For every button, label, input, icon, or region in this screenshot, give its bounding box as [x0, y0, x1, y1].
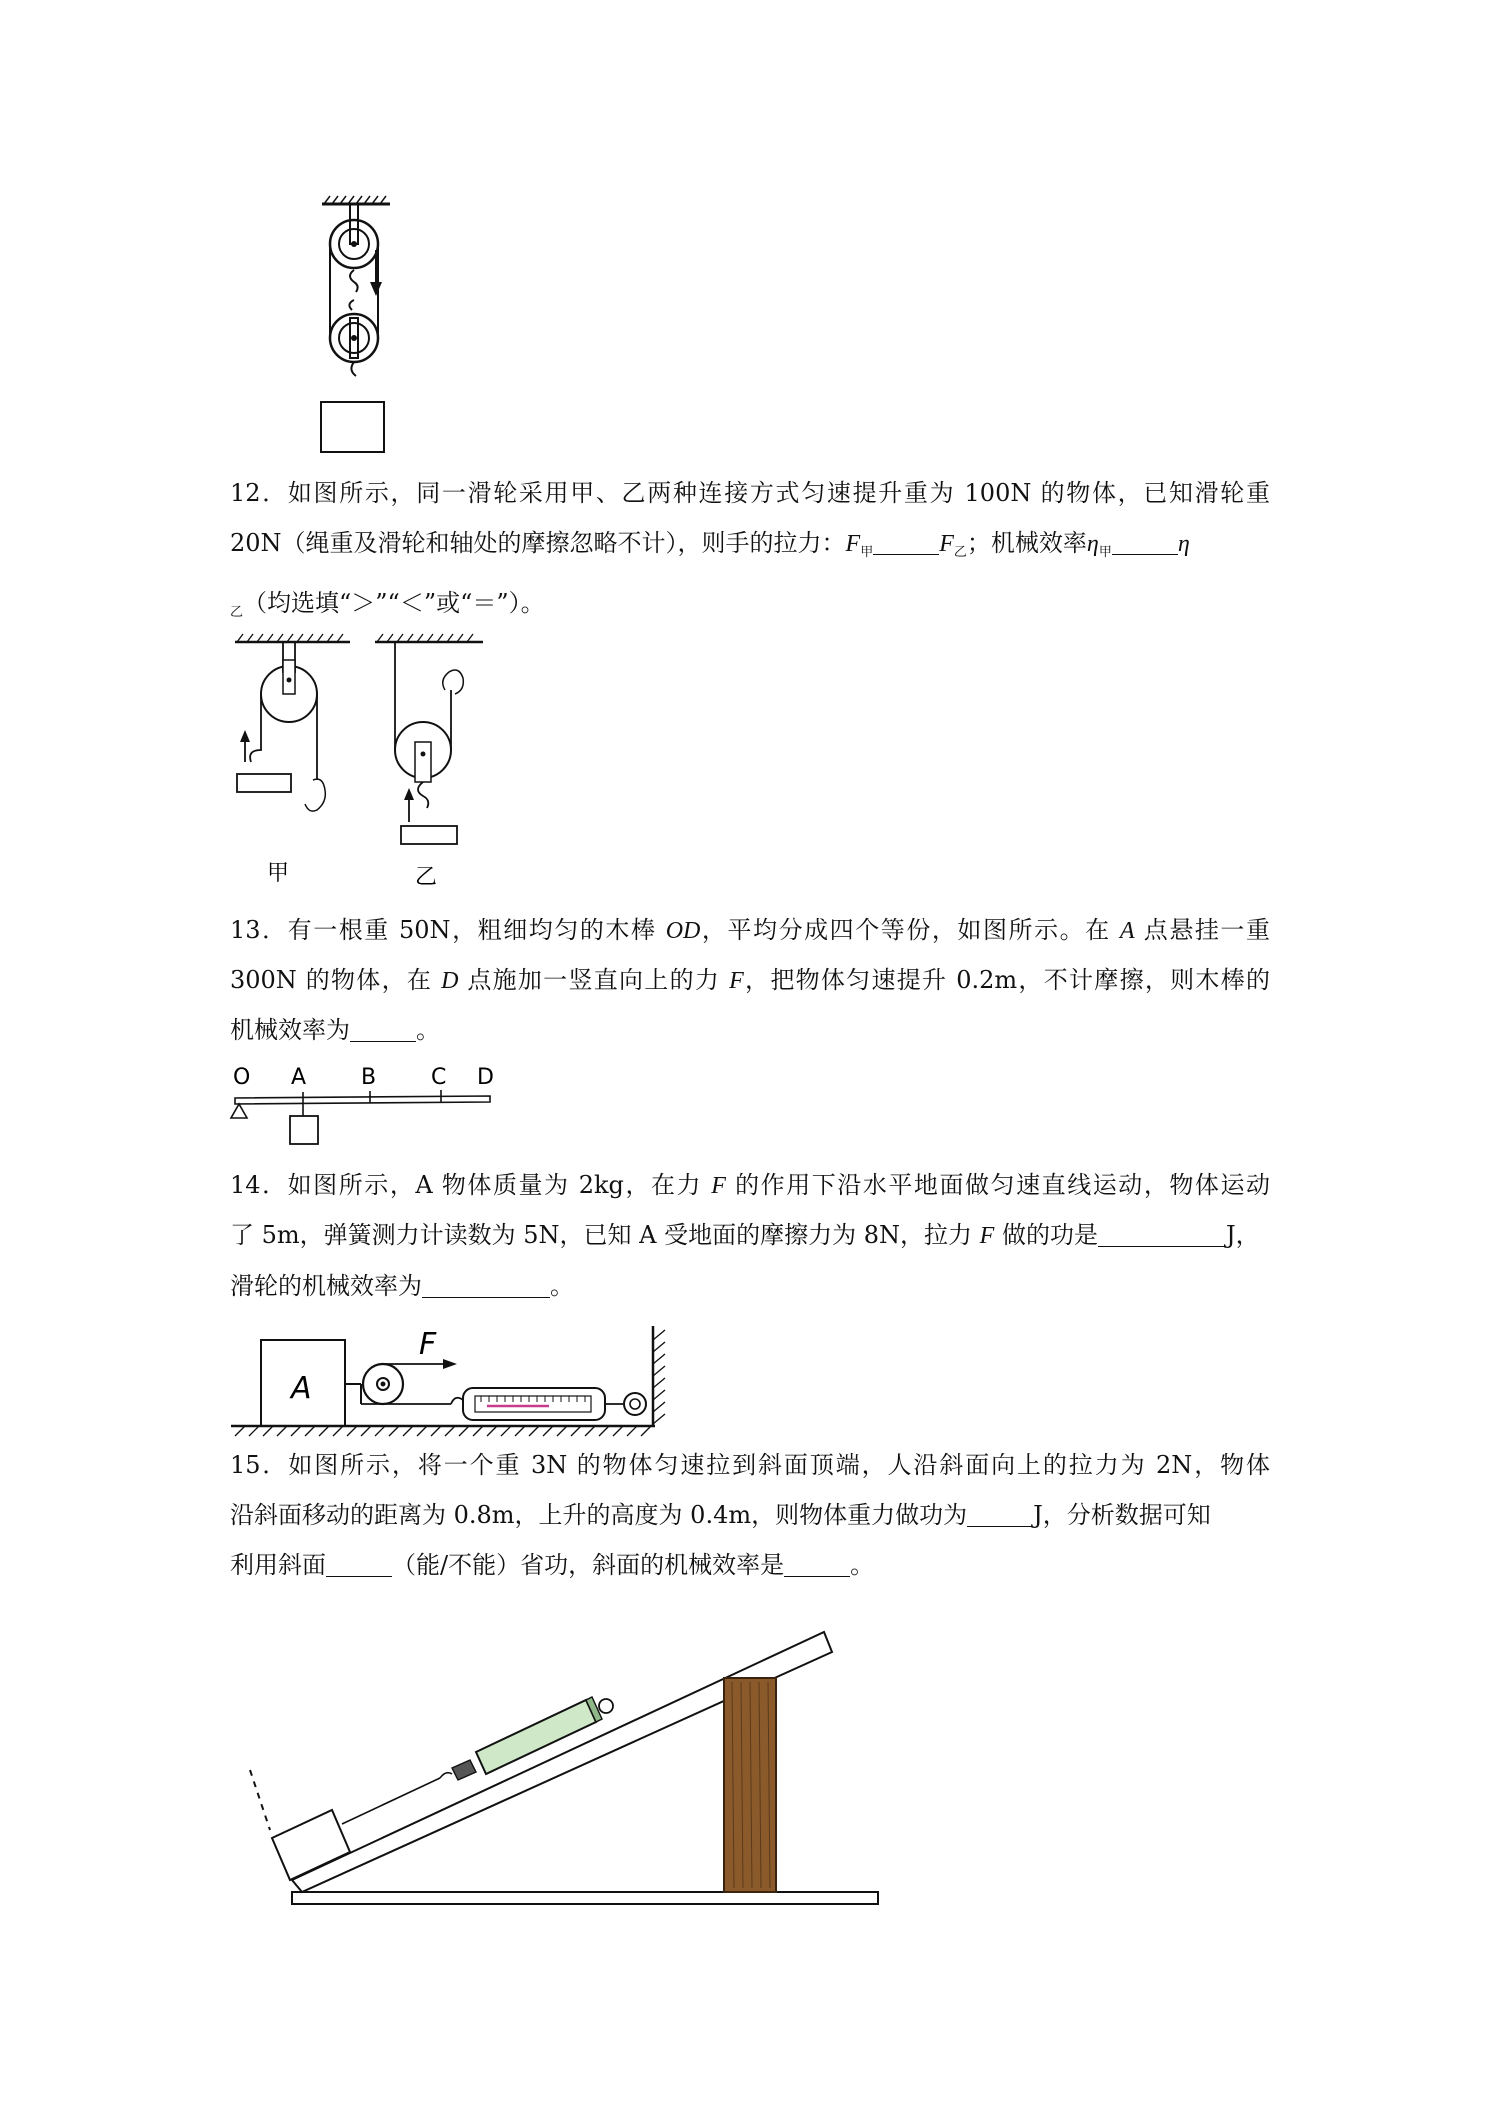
question-13 — [230, 905, 1270, 1055]
question-12 — [230, 468, 1270, 638]
answer-blank[interactable] — [350, 1015, 416, 1042]
q12-line-1: 12．如图所示，同一滑轮采用甲、乙两种连接方式匀速提升重为 100N 的物体，已知滑轮重 — [230, 479, 1270, 507]
point-label-c: C — [431, 1065, 447, 1090]
answer-blank[interactable] — [422, 1271, 550, 1298]
q12-line-2: 20N（绳重及滑轮和轴处的摩擦忽略不计），则手的拉力：$F_甲$ $F_乙$；机械效率$\eta_甲$ η — [230, 529, 1190, 560]
q15-line-2: 沿斜面移动的距离为 0.8m，上升的高度为 0.4m，则物体重力做功为 J，分析数据可知 — [230, 1501, 1211, 1529]
pulley-block-figure — [300, 190, 410, 460]
q15-line-3: 利用斜面 （能/不能）省功，斜面的机械效率是 。 — [230, 1551, 875, 1579]
answer-blank[interactable] — [784, 1550, 850, 1577]
point-label-b: B — [361, 1065, 377, 1090]
answer-blank[interactable] — [1112, 528, 1178, 555]
point-label-o: O — [233, 1065, 251, 1090]
point-label-a: A — [291, 1065, 307, 1090]
question-14 — [230, 1160, 1270, 1311]
answer-blank[interactable] — [873, 528, 939, 555]
label-jia: 甲 — [267, 861, 290, 886]
q13-line-3: 机械效率为 。 — [230, 1016, 440, 1044]
q14-line-1: 14．如图所示，A 物体质量为 2kg，在力 F 的作用下沿水平地面做匀速直线运动，物体运动 — [230, 1171, 1270, 1199]
q14-line-2: 了 5m，弹簧测力计读数为 5N，已知 A 受地面的摩擦力为 8N，拉力 F 做的功是 J， — [230, 1221, 1260, 1249]
answer-blank[interactable] — [967, 1500, 1033, 1527]
force-label-f: F — [419, 1327, 437, 1362]
pulley-jia-yi-figure — [225, 630, 485, 890]
block-label-a: A — [291, 1371, 312, 1406]
incline-figure — [240, 1630, 900, 1920]
point-label-d: D — [477, 1065, 494, 1090]
question-15 — [230, 1440, 1270, 1590]
answer-blank[interactable] — [326, 1550, 392, 1577]
q13-line-2: 300N 的物体，在 D 点施加一竖直向上的力 F，把物体匀速提升 0.2m，不计摩擦，则木棒的 — [230, 966, 1270, 994]
q13-line-1: 13．有一根重 50N，粗细均匀的木棒 OD，平均分成四个等份，如图所示。在 A 点悬挂一重 — [230, 916, 1270, 944]
label-yi: 乙 — [415, 865, 438, 890]
q12-line-3: $_乙$（均选填“＞”“＜”或“＝”）。 — [230, 589, 545, 620]
lever-figure — [225, 1060, 505, 1152]
answer-blank[interactable] — [1098, 1220, 1226, 1247]
q15-line-1: 15．如图所示，将一个重 3N 的物体匀速拉到斜面顶端，人沿斜面向上的拉力为 2N，物体 — [230, 1451, 1270, 1479]
q14-line-3: 滑轮的机械效率为 。 — [230, 1272, 574, 1300]
spring-scale-figure — [225, 1320, 685, 1440]
